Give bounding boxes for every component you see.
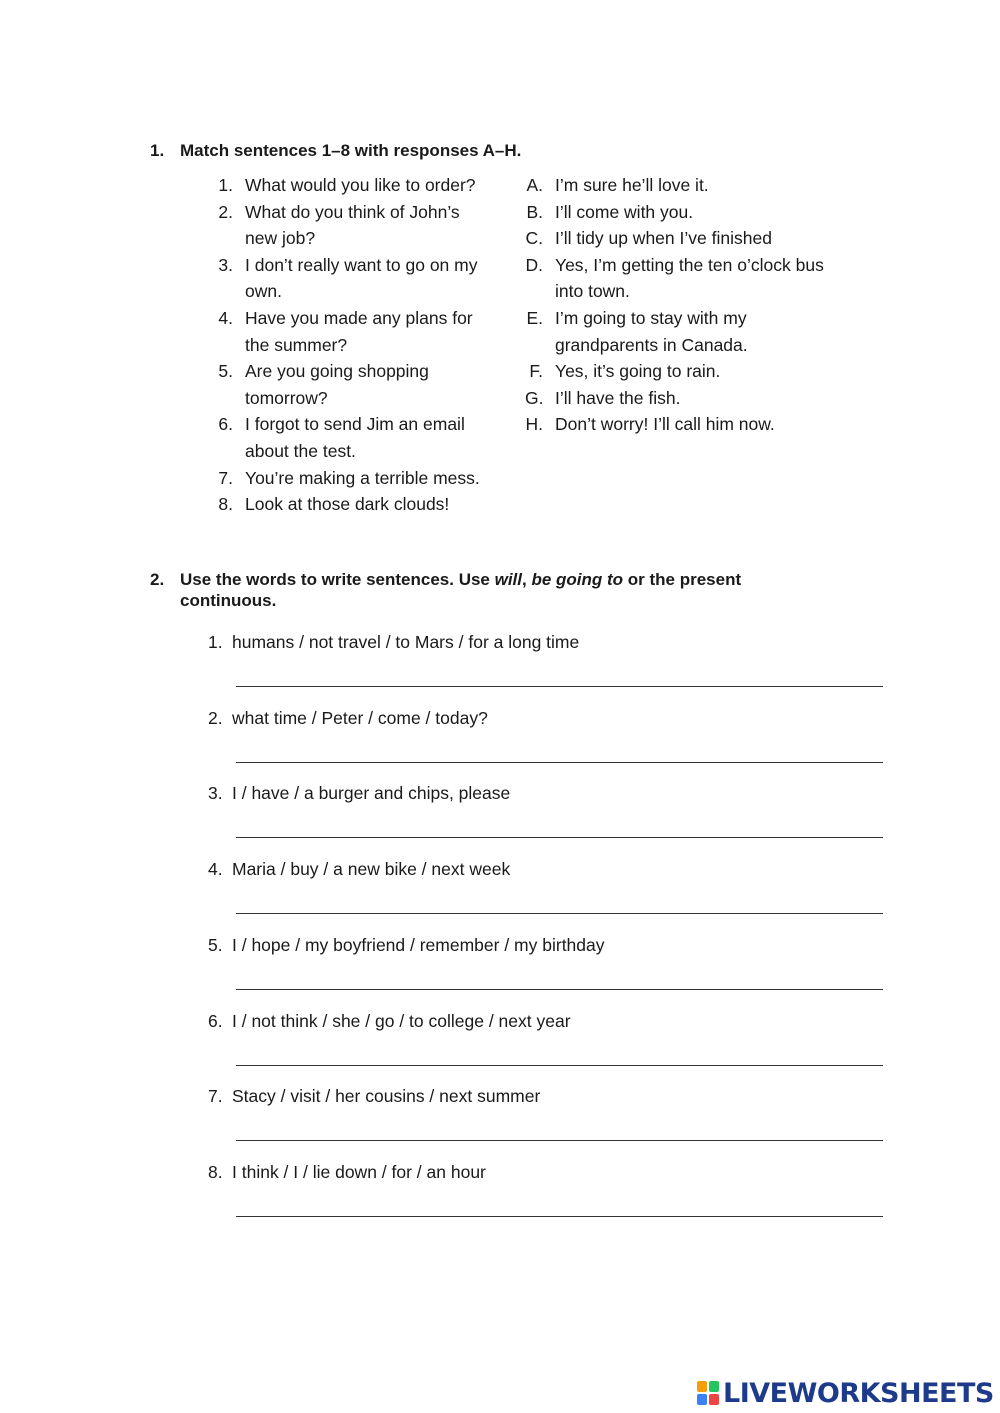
- response-number: A.: [526, 175, 543, 195]
- question-text: I / have / a burger and chips, please: [232, 783, 511, 804]
- sentence-number: 6.: [218, 414, 233, 435]
- sentence-text: new job?: [245, 228, 316, 249]
- section-2-title-comma: ,: [522, 570, 532, 589]
- question-text: Stacy / visit / her cousins / next summer: [232, 1086, 541, 1107]
- logo-square: [709, 1394, 719, 1405]
- question-text: Maria / buy / a new bike / next week: [232, 859, 511, 880]
- response-text: grandparents in Canada.: [555, 334, 748, 355]
- sentence-text: Are you going shopping: [245, 361, 429, 382]
- response-number: G.: [525, 387, 544, 408]
- response-text: I’ll come with you.: [555, 201, 694, 222]
- sentence-text: the summer?: [245, 334, 348, 355]
- logo-square: [697, 1381, 707, 1392]
- section-1-heading: [150, 140, 870, 162]
- question-row: [208, 1161, 486, 1183]
- sentences-list: [215, 172, 520, 518]
- answer-line[interactable]: [236, 1216, 883, 1217]
- section-2-title-going: be going to: [531, 570, 624, 589]
- answer-line[interactable]: [236, 762, 883, 763]
- question-row: [208, 707, 488, 729]
- sentence-line: [215, 172, 520, 199]
- question-row: [208, 1085, 540, 1107]
- sentence-number: 4.: [218, 307, 233, 328]
- sentence-line: [215, 225, 520, 252]
- liveworksheets-logo: [697, 1378, 994, 1408]
- sentence-text: Have you made any plans for: [245, 307, 473, 328]
- section-2-title-part2: or the present: [623, 570, 742, 589]
- question-row: [208, 858, 510, 880]
- question-number: 2.: [208, 707, 223, 728]
- response-number: C.: [525, 228, 543, 249]
- sentence-line: [215, 332, 520, 359]
- question-number: 6.: [208, 1010, 223, 1031]
- response-text: I’ll have the fish.: [555, 387, 681, 408]
- sentence-text: Look at those dark clouds!: [245, 494, 450, 515]
- answer-line[interactable]: [236, 913, 883, 914]
- response-number: E.: [526, 307, 543, 328]
- response-text: into town.: [555, 281, 630, 302]
- sentence-number: 2.: [218, 201, 233, 222]
- answer-line[interactable]: [236, 1065, 883, 1066]
- question-number: 5.: [208, 934, 223, 955]
- response-line: [525, 278, 885, 305]
- response-number: D.: [525, 254, 543, 275]
- response-text: I’m sure he’ll love it.: [555, 175, 709, 195]
- question-number: 7.: [208, 1086, 223, 1107]
- sentence-text: You’re making a terrible mess.: [245, 467, 480, 488]
- sentence-text: What would you like to order?: [245, 175, 476, 195]
- response-line: [525, 332, 885, 359]
- responses-list: [525, 172, 885, 438]
- response-line: [525, 225, 885, 252]
- response-text: Yes, it’s going to rain.: [555, 361, 721, 382]
- sentence-number: 8.: [218, 494, 233, 515]
- question-number: 3.: [208, 783, 223, 804]
- sentence-number: 3.: [218, 254, 233, 275]
- question-row: [208, 934, 605, 956]
- sentence-line: [215, 465, 520, 492]
- response-text: I’ll tidy up when I’ve finished: [555, 228, 772, 249]
- sentence-text: own.: [245, 281, 282, 302]
- response-number: F.: [529, 361, 543, 382]
- question-text: I think / I / lie down / for / an hour: [232, 1161, 486, 1182]
- response-number: H.: [525, 414, 543, 435]
- sentence-line: [215, 385, 520, 412]
- question-number: 1.: [208, 632, 223, 652]
- answer-line[interactable]: [236, 837, 883, 838]
- response-number: B.: [526, 201, 543, 222]
- answer-line[interactable]: [236, 686, 883, 687]
- section-2-heading: [150, 569, 870, 613]
- section-1-number: 1.: [150, 141, 165, 160]
- section-1-title: Match sentences 1–8 with responses A–H.: [180, 141, 522, 160]
- sentence-line: [215, 252, 520, 279]
- response-line: [525, 199, 885, 226]
- logo-icon: [697, 1381, 719, 1405]
- section-2-title-part1: Use the words to write sentences. Use: [180, 570, 495, 589]
- question-number: 4.: [208, 859, 223, 880]
- question-text: humans / not travel / to Mars / for a long time: [232, 632, 580, 652]
- section-2-number: 2.: [150, 570, 165, 589]
- sentence-line: [215, 438, 520, 465]
- sentence-text: I forgot to send Jim an email: [245, 414, 465, 435]
- sentence-line: [215, 491, 520, 518]
- response-line: [525, 305, 885, 332]
- answer-line[interactable]: [236, 1140, 883, 1141]
- sentence-line: [215, 278, 520, 305]
- sentence-number: 5.: [218, 361, 233, 382]
- logo-text: LIVEWORKSHEETS: [723, 1377, 994, 1409]
- section-2-title-will: will: [494, 570, 523, 589]
- question-text: I / hope / my boyfriend / remember / my birthday: [232, 934, 605, 955]
- sentence-line: [215, 305, 520, 332]
- question-number: 8.: [208, 1161, 223, 1182]
- answer-line[interactable]: [236, 989, 883, 990]
- sentence-number: 1.: [218, 175, 233, 195]
- question-text: what time / Peter / come / today?: [232, 707, 488, 728]
- question-row: [208, 631, 579, 653]
- response-text: I’m going to stay with my: [555, 307, 747, 328]
- sentence-line: [215, 411, 520, 438]
- response-line: [525, 252, 885, 279]
- sentence-text: What do you think of John’s: [245, 201, 460, 222]
- question-row: [208, 782, 510, 804]
- response-line: [525, 411, 885, 438]
- sentence-line: [215, 199, 520, 226]
- response-line: [525, 385, 885, 412]
- response-line: [525, 172, 885, 199]
- sentence-text: tomorrow?: [245, 387, 328, 408]
- logo-square: [709, 1381, 719, 1392]
- response-text: Yes, I’m getting the ten o’clock bus: [555, 254, 824, 275]
- logo-square: [697, 1394, 707, 1405]
- response-text: Don’t worry! I’ll call him now.: [555, 414, 775, 435]
- question-text: I / not think / she / go / to college / next year: [232, 1010, 571, 1031]
- sentence-text: about the test.: [245, 440, 356, 461]
- question-row: [208, 1010, 571, 1032]
- response-line: [525, 358, 885, 385]
- section-2-title-line2: continuous.: [180, 591, 277, 610]
- sentence-text: I don’t really want to go on my: [245, 254, 478, 275]
- sentence-number: 7.: [218, 467, 233, 488]
- section-2-title: [180, 569, 860, 611]
- sentence-line: [215, 358, 520, 385]
